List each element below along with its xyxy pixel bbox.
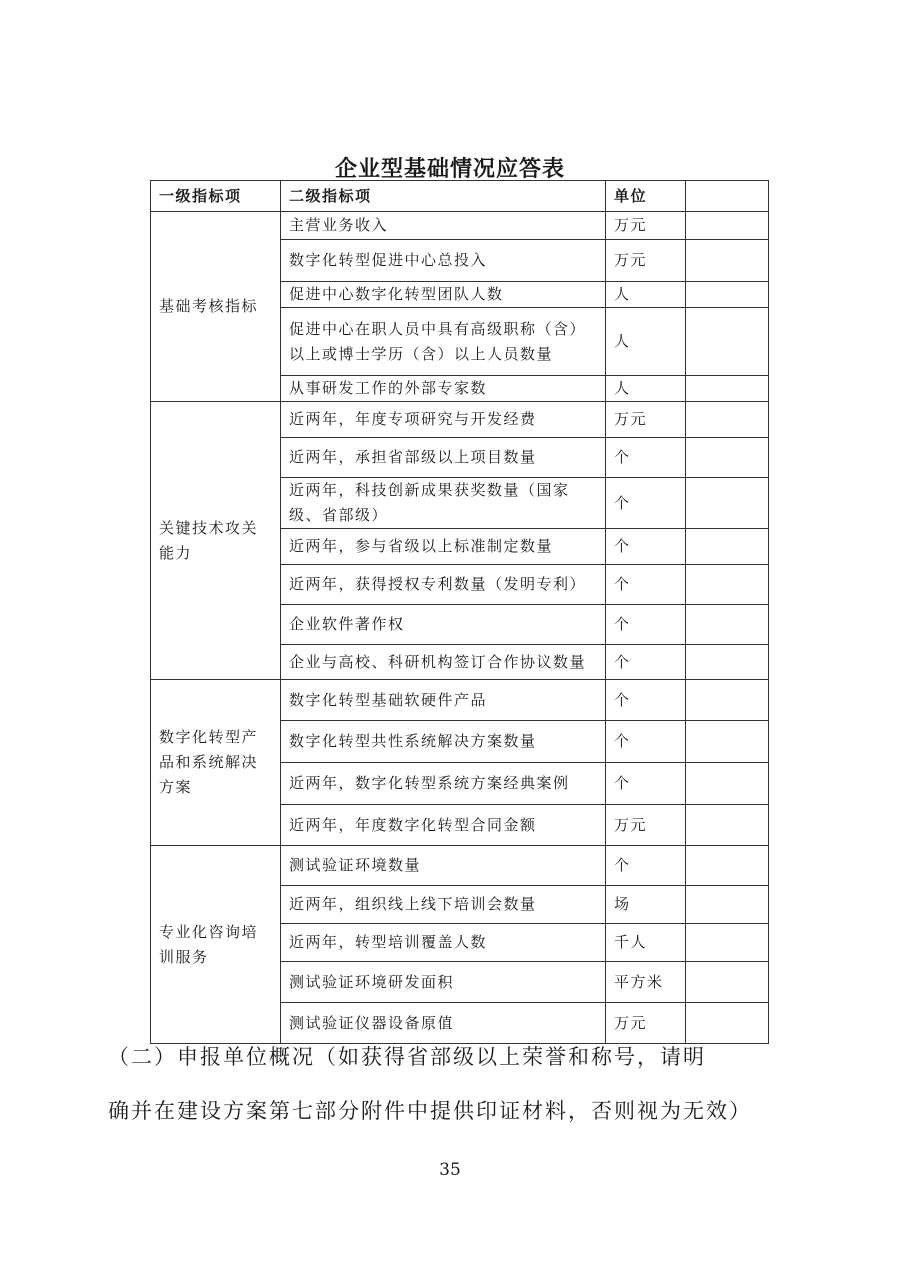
item-cell: 企业与高校、科研机构签订合作协议数量 (281, 645, 606, 680)
unit-cell: 个 (606, 721, 686, 763)
unit-cell: 万元 (606, 212, 686, 240)
header-level1: 一级指标项 (151, 181, 281, 212)
value-cell[interactable] (686, 529, 769, 565)
item-cell: 数字化转型基础软硬件产品 (281, 680, 606, 721)
unit-cell: 个 (606, 680, 686, 721)
category-cell: 基础考核指标 (151, 212, 281, 402)
value-cell[interactable] (686, 886, 769, 924)
item-cell: 近两年，年度专项研究与开发经费 (281, 402, 606, 438)
item-cell: 从事研发工作的外部专家数 (281, 376, 606, 402)
item-cell: 近两年，年度数字化转型合同金额 (281, 805, 606, 846)
value-cell[interactable] (686, 924, 769, 962)
item-cell: 近两年，组织线上线下培训会数量 (281, 886, 606, 924)
item-cell: 近两年，数字化转型系统方案经典案例 (281, 763, 606, 805)
item-cell: 测试验证环境数量 (281, 846, 606, 886)
item-cell: 主营业务收入 (281, 212, 606, 240)
unit-cell: 人 (606, 376, 686, 402)
unit-cell: 场 (606, 886, 686, 924)
item-cell: 促进中心在职人员中具有高级职称（含）以上或博士学历（含）以上人员数量 (281, 308, 606, 376)
unit-cell: 个 (606, 478, 686, 529)
paragraph-line-2: 确并在建设方案第七部分附件中提供印证材料，否则视为无效） (108, 1099, 752, 1123)
value-cell[interactable] (686, 402, 769, 438)
header-row (151, 181, 769, 212)
unit-cell: 个 (606, 645, 686, 680)
value-cell[interactable] (686, 308, 769, 376)
response-table (150, 180, 769, 1044)
value-cell[interactable] (686, 478, 769, 529)
table-title: 企业型基础情况应答表 (334, 156, 565, 182)
value-cell[interactable] (686, 438, 769, 478)
item-cell: 近两年，获得授权专利数量（发明专利） (281, 565, 606, 605)
unit-cell: 个 (606, 529, 686, 565)
unit-cell: 个 (606, 763, 686, 805)
unit-cell: 个 (606, 565, 686, 605)
category-cell: 关键技术攻关能力 (151, 402, 281, 680)
item-cell: 促进中心数字化转型团队人数 (281, 282, 606, 308)
item-cell: 测试验证环境研发面积 (281, 962, 606, 1003)
unit-cell: 万元 (606, 402, 686, 438)
value-cell[interactable] (686, 605, 769, 645)
table-row (151, 846, 769, 886)
item-cell: 近两年，科技创新成果获奖数量（国家级、省部级） (281, 478, 606, 529)
item-cell: 近两年，承担省部级以上项目数量 (281, 438, 606, 478)
header-unit: 单位 (606, 181, 686, 212)
category-cell: 数字化转型产品和系统解决方案 (151, 680, 281, 846)
value-cell[interactable] (686, 846, 769, 886)
value-cell[interactable] (686, 763, 769, 805)
value-cell[interactable] (686, 282, 769, 308)
item-cell: 近两年，转型培训覆盖人数 (281, 924, 606, 962)
page-number: 35 (439, 1160, 461, 1180)
header-value (686, 181, 769, 212)
value-cell[interactable] (686, 962, 769, 1003)
value-cell[interactable] (686, 565, 769, 605)
value-cell[interactable] (686, 721, 769, 763)
unit-cell: 个 (606, 438, 686, 478)
unit-cell: 千人 (606, 924, 686, 962)
value-cell[interactable] (686, 376, 769, 402)
item-cell: 测试验证仪器设备原值 (281, 1003, 606, 1044)
value-cell[interactable] (686, 212, 769, 240)
value-cell[interactable] (686, 240, 769, 282)
unit-cell: 人 (606, 308, 686, 376)
table-row (151, 402, 769, 438)
value-cell[interactable] (686, 645, 769, 680)
table-row (151, 212, 769, 240)
item-cell: 数字化转型共性系统解决方案数量 (281, 721, 606, 763)
paragraph-line-1: （二）申报单位概况（如获得省部级以上荣誉和称号，请明 (108, 1045, 706, 1069)
unit-cell: 个 (606, 605, 686, 645)
item-cell: 数字化转型促进中心总投入 (281, 240, 606, 282)
unit-cell: 万元 (606, 1003, 686, 1044)
header-level2: 二级指标项 (281, 181, 606, 212)
value-cell[interactable] (686, 805, 769, 846)
unit-cell: 人 (606, 282, 686, 308)
table-row (151, 680, 769, 721)
unit-cell: 个 (606, 846, 686, 886)
item-cell: 近两年，参与省级以上标准制定数量 (281, 529, 606, 565)
item-cell: 企业软件著作权 (281, 605, 606, 645)
unit-cell: 万元 (606, 240, 686, 282)
unit-cell: 万元 (606, 805, 686, 846)
unit-cell: 平方米 (606, 962, 686, 1003)
value-cell[interactable] (686, 680, 769, 721)
category-cell: 专业化咨询培训服务 (151, 846, 281, 1044)
